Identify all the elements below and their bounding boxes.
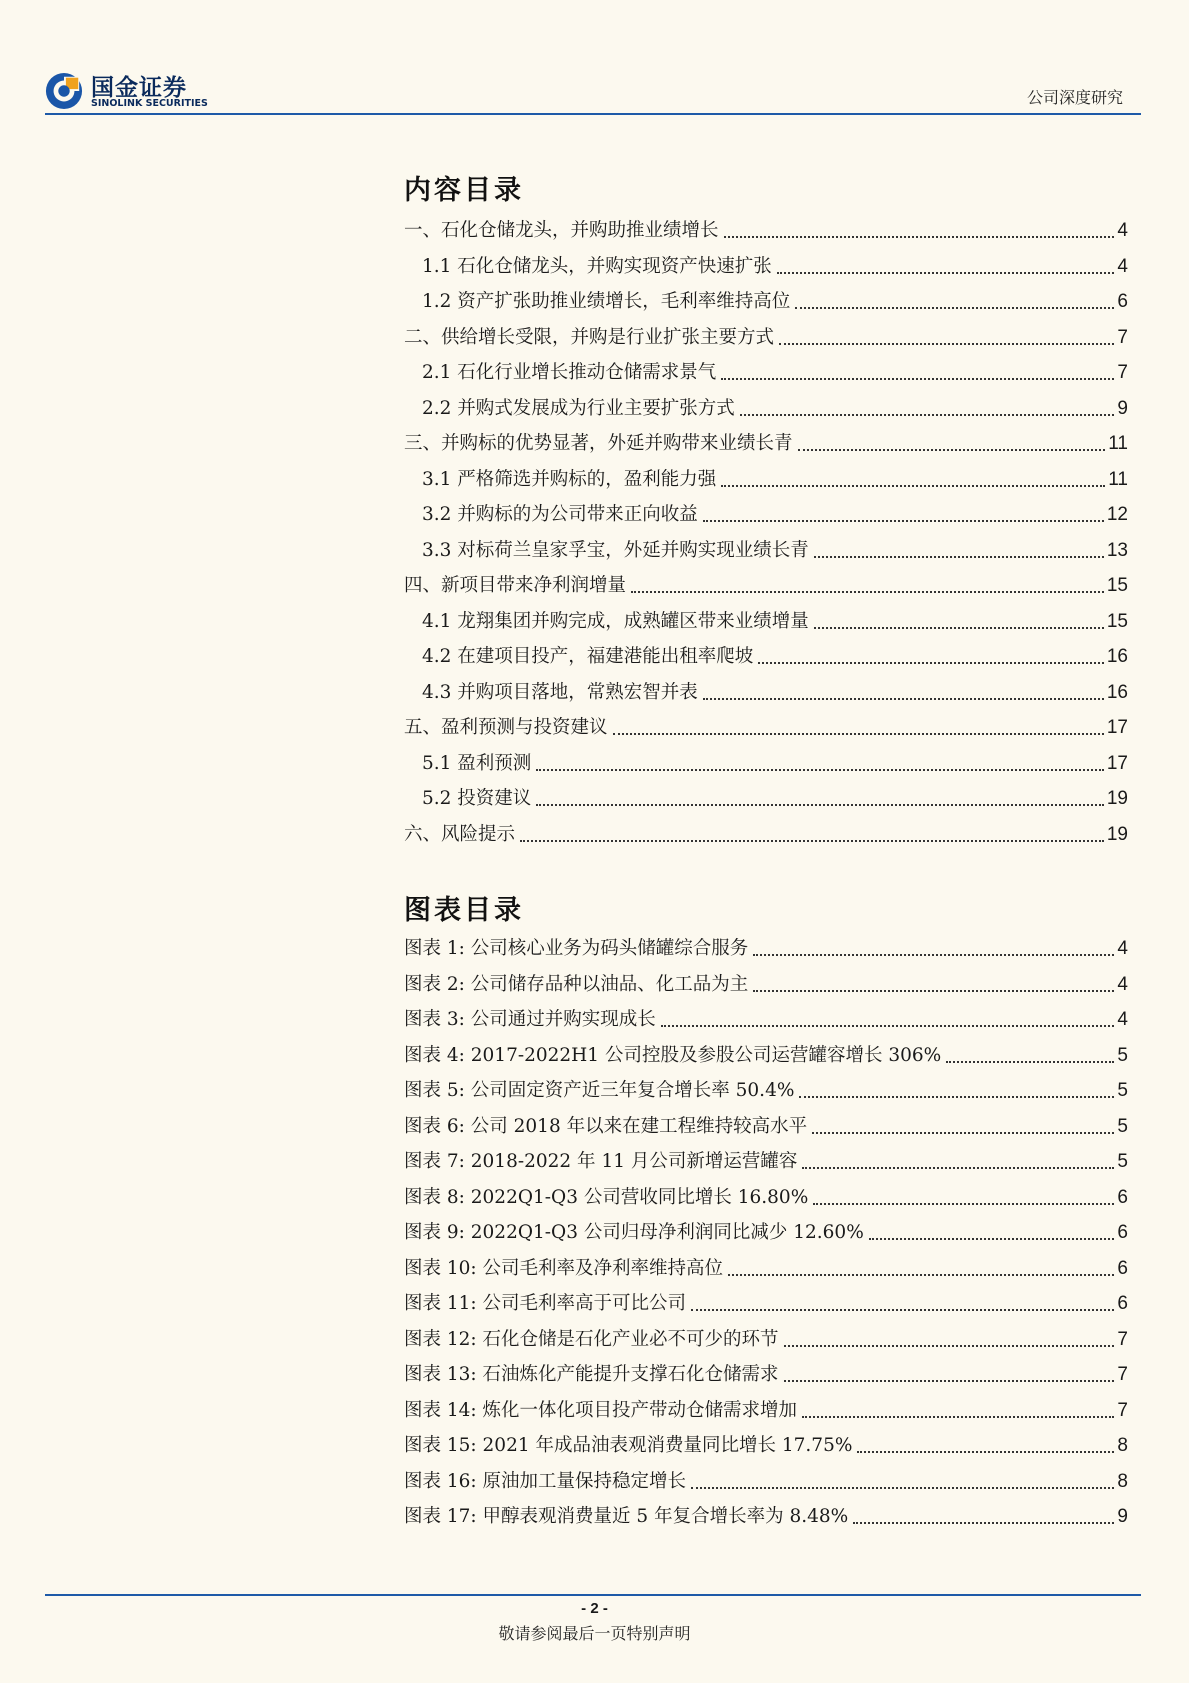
header-divider — [45, 113, 1141, 115]
entry-label: 图表 8: 2022Q1-Q3 公司营收同比增长 16.80% — [404, 1186, 809, 1208]
dot-leader — [520, 839, 1104, 842]
sinolink-logo-icon — [45, 72, 83, 110]
entry-page-number: 9 — [1117, 397, 1128, 419]
dot-leader — [869, 1237, 1115, 1240]
toc-entry[interactable] — [422, 538, 1128, 564]
entry-label: 图表 1: 公司核心业务为码头储罐综合服务 — [404, 938, 749, 959]
company-logo — [45, 68, 220, 110]
figure-entry[interactable] — [404, 1291, 1128, 1317]
entry-label: 图表 3: 公司通过并购实现成长 — [404, 1009, 656, 1030]
entry-label: 图表 6: 公司 2018 年以来在建工程维持较高水平 — [404, 1115, 808, 1137]
figure-entry[interactable] — [404, 1007, 1128, 1033]
toc-entry[interactable] — [422, 609, 1128, 635]
footer-disclaimer: 敬请参阅最后一页特别声明 — [498, 1624, 691, 1643]
toc-entry[interactable] — [422, 254, 1128, 280]
entry-page-number: 8 — [1117, 1435, 1128, 1456]
entry-label: 2.2 并购式发展成为行业主要扩张方式 — [422, 397, 735, 419]
entry-page-number: 11 — [1108, 468, 1128, 490]
entry-page-number: 4 — [1117, 973, 1128, 995]
dot-leader — [661, 1024, 1115, 1027]
dot-leader — [753, 989, 1114, 992]
toc-entry[interactable] — [404, 822, 1128, 848]
dot-leader — [784, 1379, 1115, 1382]
dot-leader — [853, 1521, 1114, 1524]
entry-page-number: 8 — [1117, 1470, 1128, 1492]
toc-entry[interactable] — [422, 644, 1128, 670]
dot-leader — [813, 1202, 1114, 1205]
entry-label: 1.1 石化仓储龙头，并购实现资产快速扩张 — [422, 255, 772, 277]
dot-leader — [753, 953, 1114, 956]
entry-label: 3.2 并购标的为公司带来正向收益 — [422, 504, 698, 525]
entry-page-number: 17 — [1106, 752, 1128, 774]
entry-page-number: 7 — [1117, 362, 1128, 383]
entry-label: 图表 10: 公司毛利率及净利率维持高位 — [404, 1257, 724, 1279]
toc-entry[interactable] — [422, 360, 1128, 386]
entry-page-number: 4 — [1117, 1009, 1128, 1030]
entry-page-number: 7 — [1117, 1328, 1128, 1350]
entry-page-number: 5 — [1117, 1151, 1128, 1172]
entry-label: 4.1 龙翔集团并购完成，成熟罐区带来业绩增量 — [422, 610, 809, 632]
footer-divider — [45, 1594, 1141, 1596]
entry-page-number: 6 — [1117, 1186, 1128, 1208]
toc-entry[interactable] — [422, 786, 1128, 812]
entry-page-number: 15 — [1106, 575, 1128, 596]
entry-label: 5.2 投资建议 — [422, 788, 532, 809]
figure-entry[interactable] — [404, 972, 1128, 998]
entry-label: 六、风险提示 — [404, 823, 516, 845]
entry-label: 图表 9: 2022Q1-Q3 公司归母净利润同比减少 12.60% — [404, 1222, 864, 1243]
entry-label: 4.3 并购项目落地，常熟宏智并表 — [422, 681, 698, 703]
dot-leader — [724, 235, 1115, 238]
toc-entry[interactable] — [422, 467, 1128, 493]
entry-label: 图表 12: 石化仓储是石化产业必不可少的环节 — [404, 1328, 779, 1350]
entry-page-number: 12 — [1106, 504, 1128, 525]
dot-leader — [691, 1308, 1114, 1311]
entry-page-number: 5 — [1117, 1044, 1128, 1066]
dot-leader — [812, 1131, 1114, 1134]
entry-label: 1.2 资产扩张助推业绩增长，毛利率维持高位 — [422, 291, 791, 312]
logo-chinese-name: 国金证券 — [91, 75, 187, 101]
entry-label: 图表 4: 2017-2022H1 公司控股及参股公司运营罐容增长 306% — [404, 1044, 942, 1066]
dot-leader — [814, 626, 1104, 629]
figure-entry[interactable] — [404, 1433, 1128, 1459]
entry-page-number: 9 — [1117, 1506, 1128, 1527]
figure-entry[interactable] — [404, 1078, 1128, 1104]
figure-entry[interactable] — [404, 1149, 1128, 1175]
entry-label: 图表 7: 2018-2022 年 11 月公司新增运营罐容 — [404, 1151, 798, 1172]
figure-entry[interactable] — [404, 1469, 1128, 1495]
dot-leader — [814, 555, 1104, 558]
dot-leader — [777, 271, 1115, 274]
entry-page-number: 4 — [1117, 220, 1128, 241]
dot-leader — [857, 1450, 1114, 1453]
entry-label: 3.3 对标荷兰皇家孚宝，外延并购实现业绩长青 — [422, 539, 809, 561]
figure-entry[interactable] — [404, 1220, 1128, 1246]
dot-leader — [798, 448, 1106, 451]
dot-leader — [691, 1486, 1114, 1489]
entry-label: 4.2 在建项目投产，福建港能出租率爬坡 — [422, 646, 754, 667]
figure-entry[interactable] — [404, 1398, 1128, 1424]
dot-leader — [536, 768, 1104, 771]
report-type: 公司深度研究 — [1026, 88, 1123, 107]
dot-leader — [536, 803, 1104, 806]
entry-page-number: 19 — [1106, 788, 1128, 809]
dot-leader — [779, 342, 1114, 345]
dot-leader — [721, 484, 1105, 487]
entry-page-number: 6 — [1117, 1257, 1128, 1279]
entry-label: 图表 2: 公司储存品种以油品、化工品为主 — [404, 973, 749, 995]
entry-label: 一、石化仓储龙头，并购助推业绩增长 — [404, 220, 719, 241]
entry-page-number: 6 — [1117, 291, 1128, 312]
entry-label: 图表 15: 2021 年成品油表观消费量同比增长 17.75% — [404, 1435, 853, 1456]
entry-label: 三、并购标的优势显著，外延并购带来业绩长青 — [404, 433, 793, 454]
entry-page-number: 5 — [1117, 1080, 1128, 1101]
entry-page-number: 7 — [1117, 1399, 1128, 1421]
entry-label: 二、供给增长受限，并购是行业扩张主要方式 — [404, 326, 775, 348]
entry-label: 四、新项目带来净利润增量 — [404, 575, 627, 596]
toc-entry[interactable] — [422, 289, 1128, 315]
toc-entry[interactable] — [404, 431, 1128, 457]
entry-page-number: 15 — [1106, 610, 1128, 632]
figures-title: 图表目录 — [404, 895, 524, 926]
entry-page-number: 4 — [1117, 938, 1128, 959]
page-header — [45, 65, 1141, 115]
figure-entry[interactable] — [404, 1362, 1128, 1388]
entry-page-number: 11 — [1108, 433, 1128, 454]
page-number: - 2 - — [581, 1600, 608, 1617]
figure-entry[interactable] — [404, 1256, 1128, 1282]
entry-page-number: 7 — [1117, 1364, 1128, 1385]
dot-leader — [802, 1166, 1114, 1169]
dot-leader — [631, 590, 1104, 593]
entry-page-number: 17 — [1106, 717, 1128, 738]
entry-page-number: 6 — [1117, 1222, 1128, 1243]
dot-leader — [721, 377, 1114, 380]
entry-label: 3.1 严格筛选并购标的，盈利能力强 — [422, 468, 717, 490]
entry-label: 图表 17: 甲醇表观消费量近 5 年复合增长率为 8.48% — [404, 1506, 849, 1527]
toc-entry[interactable] — [422, 680, 1128, 706]
entry-label: 图表 16: 原油加工量保持稳定增长 — [404, 1470, 687, 1492]
dot-leader — [613, 732, 1104, 735]
figure-entry[interactable] — [404, 1043, 1128, 1069]
figure-entry[interactable] — [404, 1185, 1128, 1211]
dot-leader — [795, 306, 1114, 309]
entry-label: 图表 14: 炼化一体化项目投产带动仓储需求增加 — [404, 1399, 798, 1421]
entry-page-number: 7 — [1117, 326, 1128, 348]
entry-page-number: 16 — [1106, 646, 1128, 667]
entry-label: 五、盈利预测与投资建议 — [404, 717, 608, 738]
figure-entry[interactable] — [404, 1327, 1128, 1353]
entry-page-number: 19 — [1106, 823, 1128, 845]
toc-entry[interactable] — [422, 502, 1128, 528]
entry-page-number: 5 — [1117, 1115, 1128, 1137]
figure-entry[interactable] — [404, 936, 1128, 962]
dot-leader — [946, 1060, 1114, 1063]
toc-entry[interactable] — [404, 218, 1128, 244]
dot-leader — [740, 413, 1115, 416]
toc-entry[interactable] — [404, 573, 1128, 599]
dot-leader — [758, 661, 1104, 664]
figure-entry[interactable] — [404, 1504, 1128, 1530]
entry-label: 2.1 石化行业增长推动仓储需求景气 — [422, 362, 717, 383]
entry-page-number: 4 — [1117, 255, 1128, 277]
contents-title: 内容目录 — [404, 175, 524, 206]
entry-label: 5.1 盈利预测 — [422, 752, 532, 774]
logo-english-name: SINOLINK SECURITIES — [91, 98, 208, 109]
toc-entry[interactable] — [422, 751, 1128, 777]
toc-entry[interactable] — [404, 325, 1128, 351]
entry-label: 图表 13: 石油炼化产能提升支撑石化仓储需求 — [404, 1364, 779, 1385]
entry-page-number: 16 — [1106, 681, 1128, 703]
entry-label: 图表 11: 公司毛利率高于可比公司 — [404, 1293, 687, 1314]
dot-leader — [703, 697, 1104, 700]
figure-entry[interactable] — [404, 1114, 1128, 1140]
toc-entry[interactable] — [404, 715, 1128, 741]
toc-entry[interactable] — [422, 396, 1128, 422]
entry-page-number: 6 — [1117, 1293, 1128, 1314]
dot-leader — [728, 1273, 1114, 1276]
entry-label: 图表 5: 公司固定资产近三年复合增长率 50.4% — [404, 1080, 795, 1101]
dot-leader — [703, 519, 1104, 522]
dot-leader — [784, 1344, 1115, 1347]
entry-page-number: 13 — [1106, 539, 1128, 561]
dot-leader — [799, 1095, 1114, 1098]
dot-leader — [802, 1415, 1114, 1418]
